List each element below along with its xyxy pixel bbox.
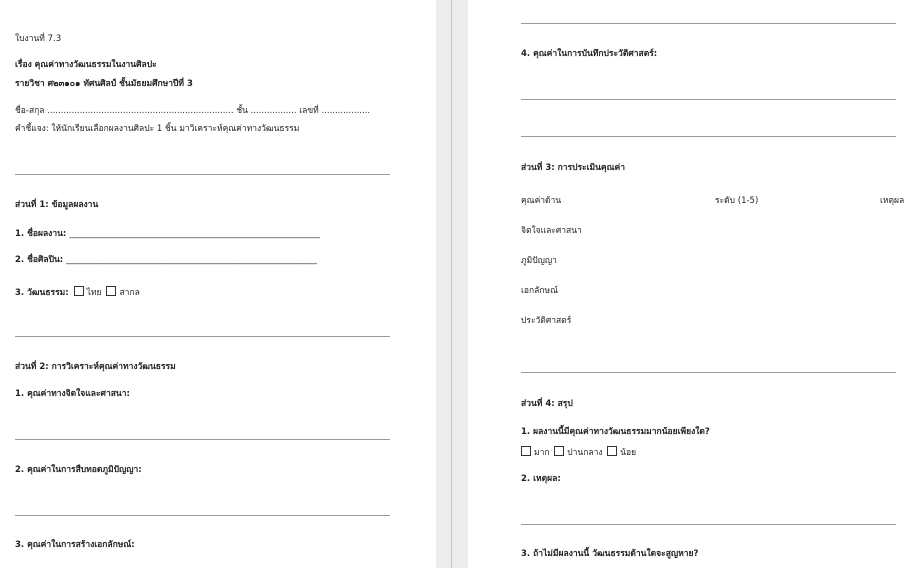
answer-line[interactable] (15, 439, 390, 440)
section4-title: ส่วนที่ 4: สรุป (521, 399, 573, 409)
section1-title: ส่วนที่ 1: ข้อมูลผลงาน (15, 200, 99, 210)
option-low: น้อย (620, 448, 637, 458)
option-high: มาก (534, 448, 550, 458)
artist-name-label: 2. ชื่อศิลปิน: (15, 255, 67, 265)
checkbox-international[interactable] (106, 286, 116, 296)
artwork-name-label: 1. ชื่อผลงาน: (15, 229, 70, 239)
page-gutter (436, 0, 468, 568)
section2-title: ส่วนที่ 2: การวิเคราะห์คุณค่าทางวัฒนธรรม (15, 362, 176, 372)
table-header-aspect: คุณค่าด้าน (521, 196, 562, 206)
option-medium: ปานกลาง (567, 448, 603, 458)
artwork-name-blank[interactable]: ___________________________________________________________ (69, 229, 321, 239)
checkbox-thai[interactable] (74, 286, 84, 296)
divider (15, 336, 390, 337)
reason-question: 2. เหตุผล: (521, 474, 561, 484)
instruction-text: คำชี้แจง: ให้นักเรียนเลือกผลงานศิลปะ 1 ชิ้น มาวิเคราะห์คุณค่าทางวัฒนธรรม (15, 124, 300, 134)
document-page-right (468, 0, 921, 568)
answer-line[interactable] (521, 23, 896, 24)
answer-line[interactable] (521, 524, 896, 525)
culture-loss-question: 3. ถ้าไม่มีผลงานนี้ วัฒนธรรมด้านใดจะสูญหาย? (521, 549, 699, 559)
artwork-name-question (15, 229, 320, 240)
table-header-reason: เหตุผล (880, 196, 905, 206)
student-info-line: ชื่อ-สกุล ..................................................................... ชั้น ................. เลขที่ .................. (15, 106, 371, 116)
history-value-question: 4. คุณค่าในการบันทึกประวัติศาสตร์: (521, 49, 658, 59)
checkbox-medium[interactable] (554, 446, 564, 456)
answer-line[interactable] (15, 515, 390, 516)
answer-line[interactable] (521, 136, 896, 137)
culture-label: 3. วัฒนธรรม: (15, 288, 72, 298)
document-page-left (0, 0, 436, 568)
spiritual-value-question: 1. คุณค่าทางจิตใจและศาสนา: (15, 389, 130, 399)
artist-name-blank[interactable]: ___________________________________________________________ (66, 255, 317, 265)
wisdom-value-question: 2. คุณค่าในการสืบทอดภูมิปัญญา: (15, 465, 142, 475)
artist-name-question (15, 255, 317, 266)
option-international: สากล (119, 288, 140, 298)
divider (15, 174, 390, 175)
table-header-level: ระดับ (1-5) (715, 196, 759, 206)
checkbox-high[interactable] (521, 446, 531, 456)
checkbox-low[interactable] (607, 446, 617, 456)
divider (521, 372, 896, 373)
table-row: ภูมิปัญญา (521, 256, 557, 266)
section3-title: ส่วนที่ 3: การประเมินคุณค่า (521, 163, 625, 173)
option-thai: ไทย (86, 288, 102, 298)
worksheet-number: ใบงานที่ 7.3 (15, 34, 62, 44)
answer-line[interactable] (521, 99, 896, 100)
culture-question (15, 286, 140, 299)
page-separator (451, 0, 452, 568)
value-level-question: 1. ผลงานนี้มีคุณค่าทางวัฒนธรรมมากน้อยเพียงใด? (521, 427, 710, 437)
course-line: รายวิชา ศ๒๓๑๐๑ ทัศนศิลป์ ชั้นมัธยมศึกษาปีที่ 3 (15, 79, 193, 89)
worksheet-subject: เรื่อง คุณค่าทางวัฒนธรรมในงานศิลปะ (15, 60, 157, 70)
table-row: จิตใจและศาสนา (521, 226, 582, 236)
table-row: ประวัติศาสตร์ (521, 316, 572, 326)
value-level-options (521, 446, 636, 459)
table-row: เอกลักษณ์ (521, 286, 559, 296)
identity-value-question: 3. คุณค่าในการสร้างเอกลักษณ์: (15, 540, 135, 550)
